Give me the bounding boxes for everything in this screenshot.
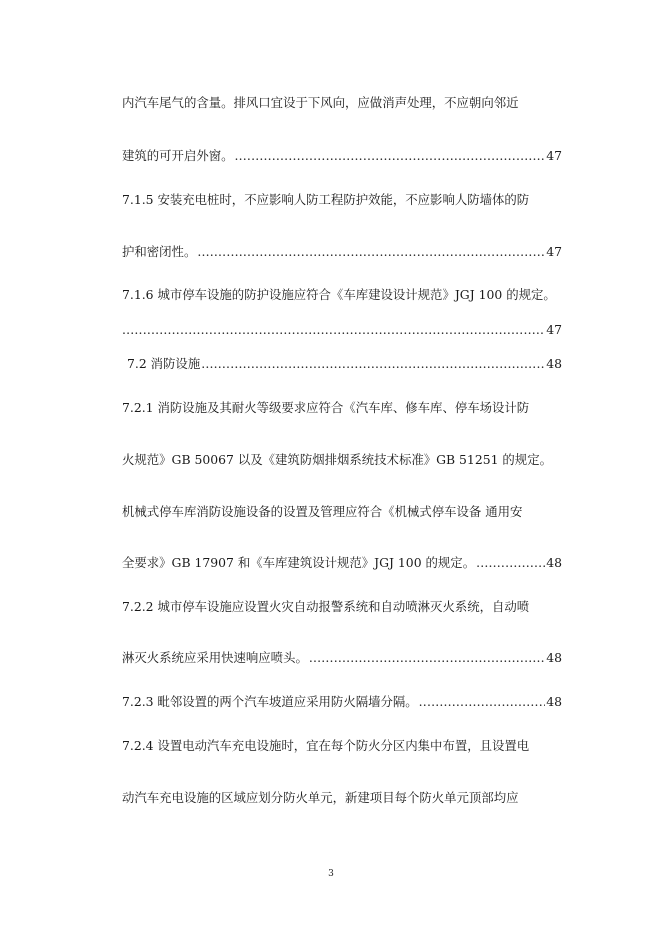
toc-text: 7.2.2 城市停车设施应设置火灾自动报警系统和自动喷淋灭火系统，自动喷 bbox=[122, 599, 530, 614]
toc-text: 护和密闭性。 bbox=[122, 244, 197, 259]
toc-line-12 bbox=[122, 597, 562, 617]
toc-line-2[interactable] bbox=[122, 146, 562, 166]
toc-line-1 bbox=[122, 93, 562, 113]
toc-page-number: 47 bbox=[546, 322, 562, 337]
toc-text: 内汽车尾气的含量。排风口宜设于下风向，应做消声处理，不应朝向邻近 bbox=[122, 95, 519, 110]
toc-line-3 bbox=[122, 190, 562, 210]
toc-text: 7.1.6 城市停车设施的防护设施应符合《车库建设设计规范》JGJ 100 的规定。 bbox=[122, 287, 556, 302]
toc-text: 建筑的可开启外窗。 bbox=[122, 148, 234, 163]
toc-page-number: 48 bbox=[546, 356, 562, 371]
toc-text: 动汽车充电设施的区域应划分防火单元，新建项目每个防火单元顶部均应 bbox=[122, 790, 519, 805]
toc-text: 7.2.3 毗邻设置的两个汽车坡道应采用防火隔墙分隔。 bbox=[122, 694, 418, 709]
toc-line-9 bbox=[122, 450, 562, 470]
toc-text: 7.1.5 安装充电桩时，不应影响人防工程防护效能，不应影响人防墙体的防 bbox=[122, 192, 530, 207]
toc-page-number: 47 bbox=[546, 148, 562, 163]
toc-line-10 bbox=[122, 502, 562, 522]
toc-text: 7.2.4 设置电动汽车充电设施时，宜在每个防火分区内集中布置，且设置电 bbox=[122, 738, 530, 753]
toc-text: 火规范》GB 50067 以及《建筑防烟排烟系统技术标准》GB 51251 的规定。 bbox=[122, 452, 552, 467]
toc-text: 全要求》GB 17907 和《车库建筑设计规范》JGJ 100 的规定。 bbox=[122, 555, 476, 570]
toc-page-number: 48 bbox=[546, 694, 562, 709]
toc-line-14[interactable] bbox=[122, 692, 562, 712]
toc-page-number: 47 bbox=[546, 244, 562, 259]
toc-leader-dots bbox=[201, 354, 545, 374]
toc-line-4[interactable] bbox=[122, 242, 562, 262]
toc-page-number: 48 bbox=[546, 555, 562, 570]
toc-line-7[interactable] bbox=[127, 354, 562, 374]
toc-line-8 bbox=[122, 398, 562, 418]
toc-line-11[interactable] bbox=[122, 553, 562, 573]
toc-leader-dots bbox=[476, 553, 545, 573]
toc-leader-dots bbox=[419, 692, 546, 712]
page-number: 3 bbox=[328, 869, 334, 879]
toc-line-5 bbox=[122, 285, 582, 305]
toc-leader-dots bbox=[122, 320, 545, 340]
toc-line-15 bbox=[122, 736, 562, 756]
toc-line-16 bbox=[122, 788, 562, 808]
toc-leader-dots bbox=[197, 242, 545, 262]
toc-page-number: 48 bbox=[546, 650, 562, 665]
toc-line-6[interactable] bbox=[122, 320, 562, 340]
toc-text: 机械式停车库消防设施设备的设置及管理应符合《机械式停车设备 通用安 bbox=[122, 504, 523, 519]
toc-text: 7.2 消防设施 bbox=[127, 356, 201, 371]
toc-leader-dots bbox=[235, 146, 546, 166]
toc-text: 7.2.1 消防设施及其耐火等级要求应符合《汽车库、修车库、停车场设计防 bbox=[122, 400, 530, 415]
toc-line-13[interactable] bbox=[122, 648, 562, 668]
toc-leader-dots bbox=[309, 648, 545, 668]
toc-text: 淋灭火系统应采用快速响应喷头。 bbox=[122, 650, 308, 665]
